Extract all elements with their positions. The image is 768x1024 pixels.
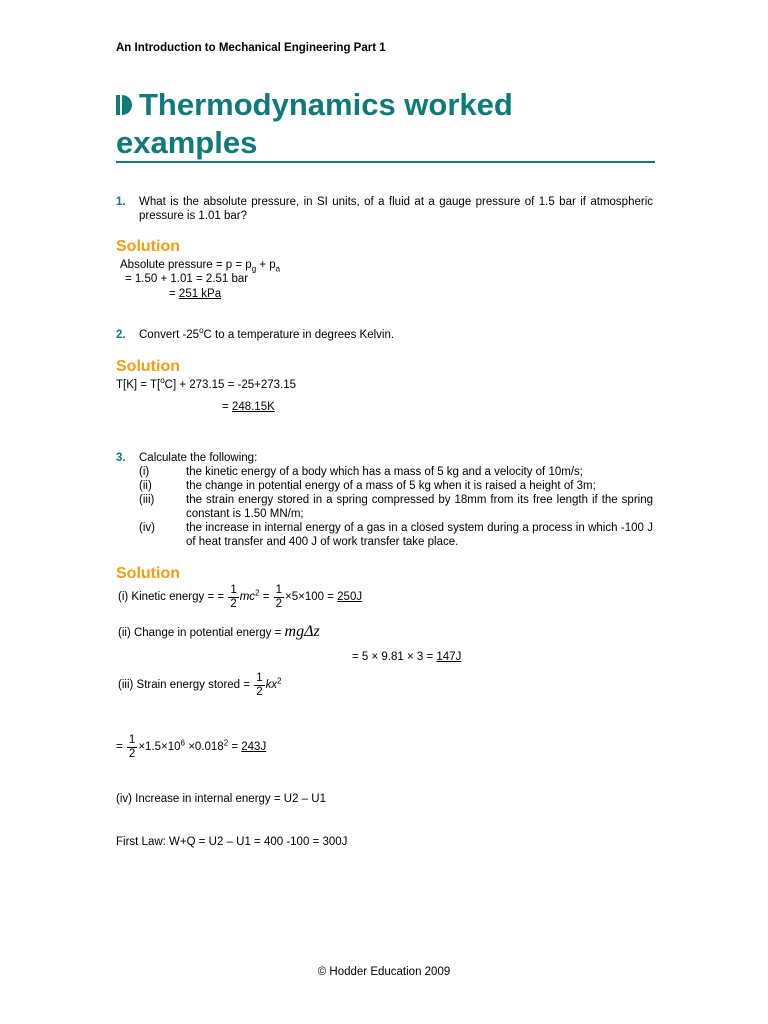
solution-1-line-1: Absolute pressure = $p = p_g + p_a$ xyxy=(120,259,281,274)
solution-2-heading: Solution xyxy=(116,358,180,375)
question-3-item: (iv) the increase in internal energy of a gas in a closed system during a process in which -100 J of heat transfer and 400 J of work transfer take place. xyxy=(139,522,653,548)
question-3-item: (ii) the change in potential energy of a mass of 5 kg when it is raised a height of 3m; xyxy=(139,480,596,492)
page-title xyxy=(116,86,656,162)
question-3-item: (i) the kinetic energy of a body which has a mass of 5 kg and a velocity of 10m/s; xyxy=(139,466,583,478)
solution-2-answer: 248.15K xyxy=(231,401,275,413)
question-2-number: 2. xyxy=(116,329,126,341)
half-circle-bullet-icon xyxy=(116,86,132,124)
solution-2-line-1: T[K] = T[$^o$C] + 273.15 = -25+273.15 xyxy=(116,376,297,391)
fraction-half: $\frac{1}{2}$ xyxy=(230,584,237,610)
potential-energy-result: = 5 × 9.81 × 3 = 147J xyxy=(352,651,462,663)
fraction-half: $\frac{1}{2}$ xyxy=(256,672,263,698)
strain-energy-answer: 243J xyxy=(241,741,267,753)
solution-1-answer: 251 kPa xyxy=(178,288,222,300)
first-law-line: First Law: W+Q = U2 – U1 = 400 -100 = 300J xyxy=(116,836,348,848)
solution-2-line-2: = 248.15K xyxy=(222,401,275,413)
internal-energy-line: (iv) Increase in internal energy = U2 – U1 xyxy=(116,793,326,805)
question-3-intro: Calculate the following: xyxy=(139,452,258,464)
solution-3-heading: Solution xyxy=(116,565,180,582)
title-divider xyxy=(116,161,655,163)
copyright-footer: © Hodder Education 2009 xyxy=(317,966,451,978)
potential-energy-equation: (ii) Change in potential energy = mgΔz xyxy=(118,623,320,640)
running-header: An Introduction to Mechanical Engineering Part 1 xyxy=(116,42,386,54)
kinetic-energy-equation: (i) Kinetic energy = = $\frac{1}{2}$ $mc^2$ = $\frac{1}{2}$ ×5×100 = 250J xyxy=(118,584,363,610)
potential-energy-expression: mgΔz xyxy=(284,623,320,640)
question-1-text: What is the absolute pressure, in SI units, of a fluid at a gauge pressure of 1.5 bar if atmospheric pressure is 1.01 bar? xyxy=(139,196,653,222)
question-1-number: 1. xyxy=(116,196,126,208)
page-title-text: Thermodynamics worked examples xyxy=(116,87,513,160)
question-2-text: Convert -25$^o$C to a temperature in degrees Kelvin. xyxy=(139,326,395,341)
question-3-number: 3. xyxy=(116,452,126,464)
strain-energy-result: = $\frac{1}{2}$ $\times 1.5\times 10^6 \times 0.018^2 = 243J$ xyxy=(116,734,267,760)
fraction-half: $\frac{1}{2}$ xyxy=(128,734,136,760)
question-3-item: (iii) the strain energy stored in a spring compressed by 18mm from its free length if the spring constant is 1.50 MN/m; xyxy=(139,494,653,520)
kinetic-energy-answer: 250J xyxy=(337,591,363,603)
fraction-half: $\frac{1}{2}$ xyxy=(275,584,283,610)
potential-energy-answer: 147J xyxy=(436,651,462,663)
solution-1-heading: Solution xyxy=(116,238,180,255)
strain-energy-equation: (iii) Strain energy stored = $\frac{1}{2}$ $kx^2$ xyxy=(118,672,282,698)
solution-1-line-2: = 1.50 + 1.01 = 2.51 bar xyxy=(125,273,249,285)
question-3-items xyxy=(139,465,653,549)
solution-1-line-3: = 251 kPa xyxy=(169,288,222,300)
